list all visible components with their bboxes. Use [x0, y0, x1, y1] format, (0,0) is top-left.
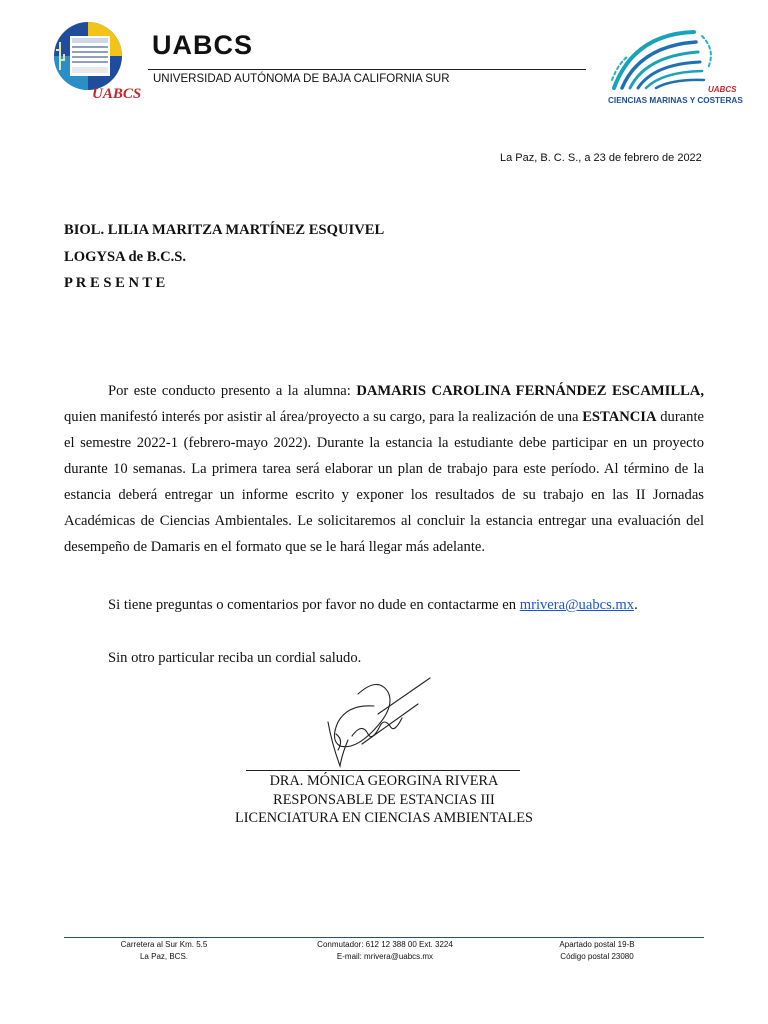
uabcs-seal-logo	[52, 20, 142, 102]
footer-address-line1: Carretera al Sur Km. 5.5	[120, 940, 208, 949]
signature-line	[246, 770, 520, 771]
footer-postal	[532, 940, 662, 961]
estancia-word: ESTANCIA	[582, 409, 657, 425]
student-name: DAMARIS CAROLINA FERNÁNDEZ ESCAMILLA,	[356, 383, 704, 399]
signatory-program: LICENCIATURA EN CIENCIAS AMBIENTALES	[235, 810, 533, 826]
ciencias-marinas-logo	[604, 24, 743, 112]
addressee-name: BIOL. LILIA MARITZA MARTÍNEZ ESQUIVEL	[64, 222, 385, 238]
header-rule	[148, 69, 586, 70]
body-paragraph-2	[64, 592, 704, 618]
p2-end: .	[634, 597, 638, 613]
footer-rule	[64, 937, 704, 938]
right-logo-text: CIENCIAS MARINAS Y COSTERAS	[608, 96, 743, 105]
university-full-name: UNIVERSIDAD AUTÓNOMA DE BAJA CALIFORNIA SUR	[153, 73, 450, 85]
signatory-role: RESPONSABLE DE ESTANCIAS III	[273, 792, 495, 808]
contact-email-link[interactable]: mrivera@uabcs.mx	[519, 597, 635, 613]
footer-email: E-mail: mrivera@uabcs.mx	[336, 952, 434, 961]
p1-rest: durante el semestre 2022-1 (febrero-mayo 2022). Durante la estancia la estudiante debe participar en un proyecto durante 10 semanas. La primera tarea será elaborar un plan de trabajo para este período. Al término de la estancia deberá entregar un informe escrito y exponer los resultados de su trabajo en las II Jornadas Académicas de Ciencias Ambientales. Le solicitaremos al concluir la estancia entregar una evaluación del desempeño de Damaris en el formato que se le hará llegar más adelante.	[64, 409, 704, 555]
right-logo-brand: UABCS	[708, 85, 737, 94]
handwritten-signature	[318, 674, 438, 776]
p1-intro: Por este conducto presento a la alumna:	[108, 383, 357, 399]
left-logo-text: UABCS	[92, 86, 142, 102]
addressee-organization: LOGYSA de B.C.S.	[64, 249, 187, 265]
presente-label: P R E S E N T E	[64, 275, 166, 291]
p2-text: Si tiene preguntas o comentarios por favor no dude en contactarme en	[108, 597, 520, 613]
body-paragraph-3: Sin otro particular reciba un cordial saludo.	[108, 650, 362, 666]
p1-middle: quien manifestó interés por asistir al área/proyecto a su cargo, para la realización de una	[64, 409, 583, 425]
place-and-date: La Paz, B. C. S., a 23 de febrero de 2022	[500, 152, 702, 164]
body-paragraph-1	[64, 378, 704, 560]
signatory-name: DRA. MÓNICA GEORGINA RIVERA	[269, 773, 499, 789]
footer-address	[94, 940, 234, 961]
footer-po-box: Apartado postal 19-B	[559, 940, 635, 949]
footer-address-line2: La Paz, BCS.	[139, 952, 189, 961]
footer-contact	[290, 940, 480, 961]
university-acronym: UABCS	[152, 30, 254, 60]
footer-zip-code: Código postal 23080	[560, 952, 634, 961]
footer-phone: Conmutador: 612 12 388 00 Ext. 3224	[317, 940, 453, 949]
